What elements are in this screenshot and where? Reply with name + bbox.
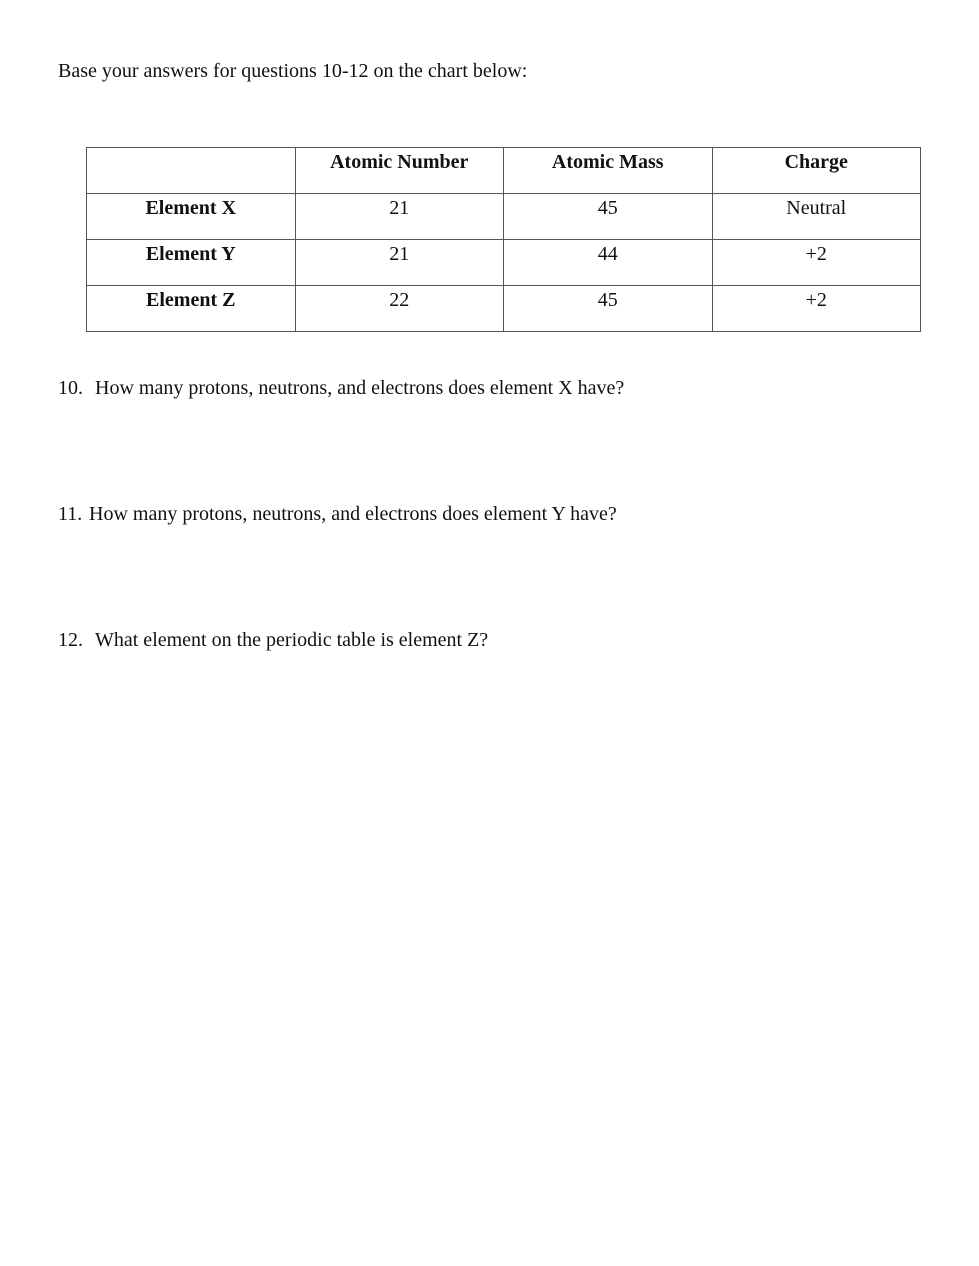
- intro-text: Base your answers for questions 10-12 on the chart below:: [58, 60, 528, 82]
- question-text: How many protons, neutrons, and electrons does element Y have?: [89, 503, 617, 525]
- header-empty-cell: [87, 148, 296, 194]
- question-number: 12.: [58, 629, 83, 651]
- charge-cell: +2: [712, 286, 921, 332]
- header-charge: Charge: [712, 148, 921, 194]
- table-row: [87, 286, 921, 332]
- atomic-number-cell: 22: [295, 286, 504, 332]
- question-text: What element on the periodic table is element Z?: [95, 629, 489, 651]
- table-row: [87, 194, 921, 240]
- header-atomic-mass: Atomic Mass: [504, 148, 713, 194]
- atomic-mass-cell: 45: [504, 286, 713, 332]
- atomic-mass-cell: 44: [504, 240, 713, 286]
- atomic-number-cell: 21: [295, 194, 504, 240]
- question-11: [58, 501, 617, 527]
- table-header-row: [87, 148, 921, 194]
- row-label: Element Y: [87, 240, 296, 286]
- question-number: 11.: [58, 503, 83, 525]
- row-label: Element Z: [87, 286, 296, 332]
- row-label: Element X: [87, 194, 296, 240]
- question-10: [58, 375, 624, 401]
- atomic-number-cell: 21: [295, 240, 504, 286]
- charge-cell: Neutral: [712, 194, 921, 240]
- element-chart: [86, 147, 921, 332]
- question-12: [58, 627, 488, 653]
- question-number: 10.: [58, 377, 83, 399]
- table-row: [87, 240, 921, 286]
- charge-cell: +2: [712, 240, 921, 286]
- header-atomic-number: Atomic Number: [295, 148, 504, 194]
- atomic-mass-cell: 45: [504, 194, 713, 240]
- question-text: How many protons, neutrons, and electrons does element X have?: [95, 377, 625, 399]
